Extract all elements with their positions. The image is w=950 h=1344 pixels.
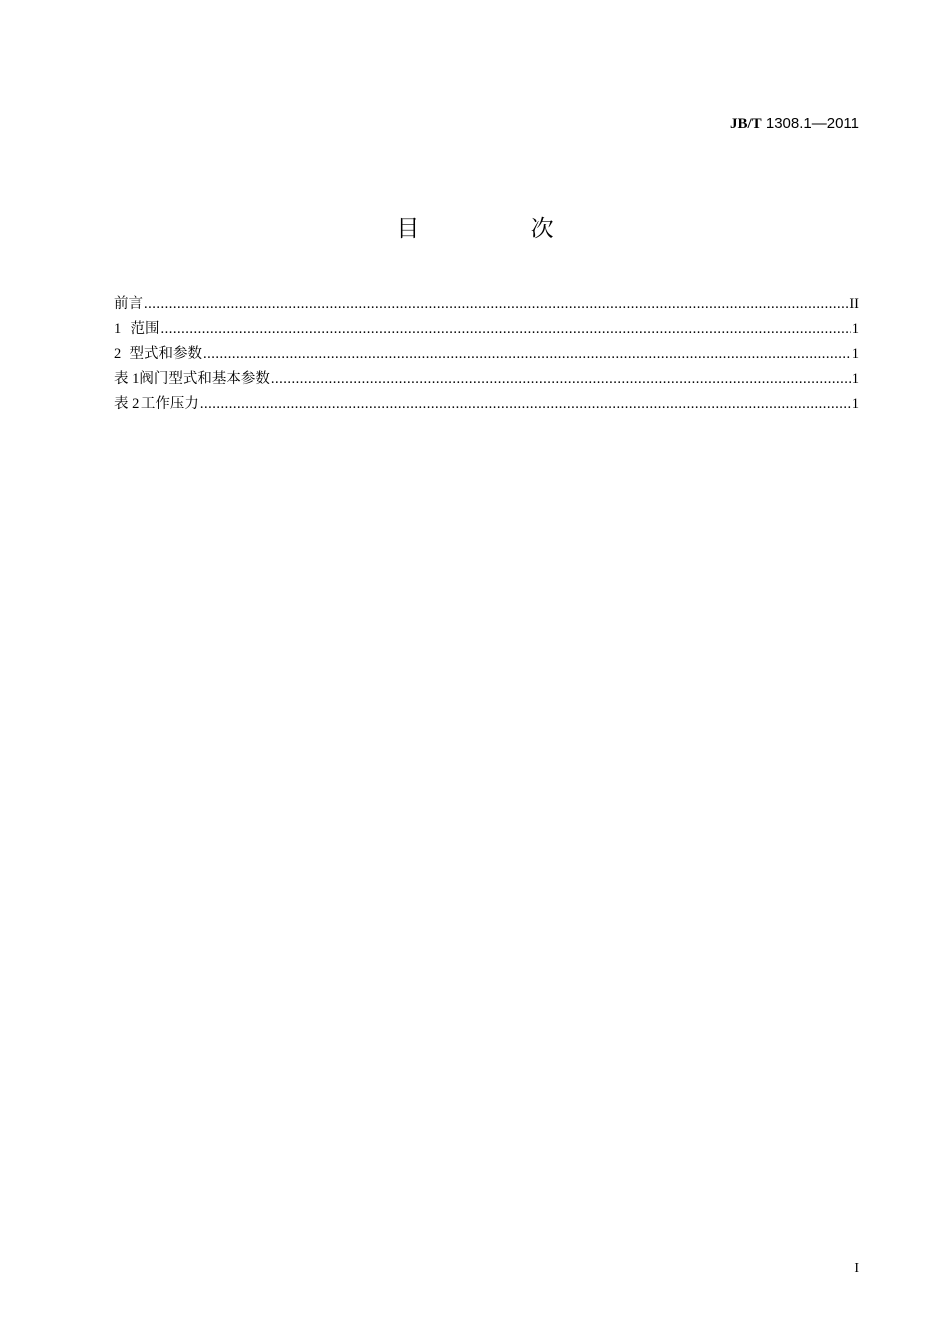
- toc-entry-foreword[interactable]: [114, 292, 859, 317]
- document-code-number: 1308.1—2011: [765, 115, 859, 132]
- toc-entry-number: 2: [114, 346, 122, 362]
- toc-entry-page: 1: [851, 396, 859, 412]
- toc-entry-number: 表 1: [114, 371, 140, 387]
- toc-entry-scope[interactable]: [114, 317, 859, 342]
- toc-entry-table-1[interactable]: [114, 367, 859, 392]
- toc-entry-label: 前言: [114, 296, 143, 312]
- toc-entry-label: 范围: [130, 321, 160, 337]
- toc-dot-leader: [203, 342, 851, 367]
- toc-entry-types-and-parameters[interactable]: [114, 342, 859, 367]
- toc-entry-page: 1: [851, 346, 859, 362]
- toc-entry-number: 表 2: [114, 396, 140, 412]
- table-of-contents: [114, 292, 859, 417]
- toc-entry-number: 1: [114, 321, 122, 337]
- toc-dot-leader: [160, 317, 850, 342]
- toc-dot-leader: [271, 367, 851, 392]
- page-number: I: [854, 1261, 859, 1276]
- toc-dot-leader: [144, 292, 848, 317]
- toc-entry-label: 工作压力: [140, 396, 199, 412]
- toc-entry-page: 1: [851, 321, 859, 337]
- toc-entry-page: 1: [851, 371, 859, 387]
- toc-title: 目 次: [396, 216, 606, 242]
- toc-entry-label: 型式和参数: [129, 346, 202, 362]
- toc-dot-leader: [200, 392, 851, 417]
- toc-entry-page: II: [849, 296, 859, 312]
- document-code-prefix: JB/T: [730, 116, 762, 132]
- toc-entry-label: 阀门型式和基本参数: [139, 371, 270, 387]
- document-code: [730, 114, 859, 134]
- toc-entry-table-2[interactable]: [114, 392, 859, 417]
